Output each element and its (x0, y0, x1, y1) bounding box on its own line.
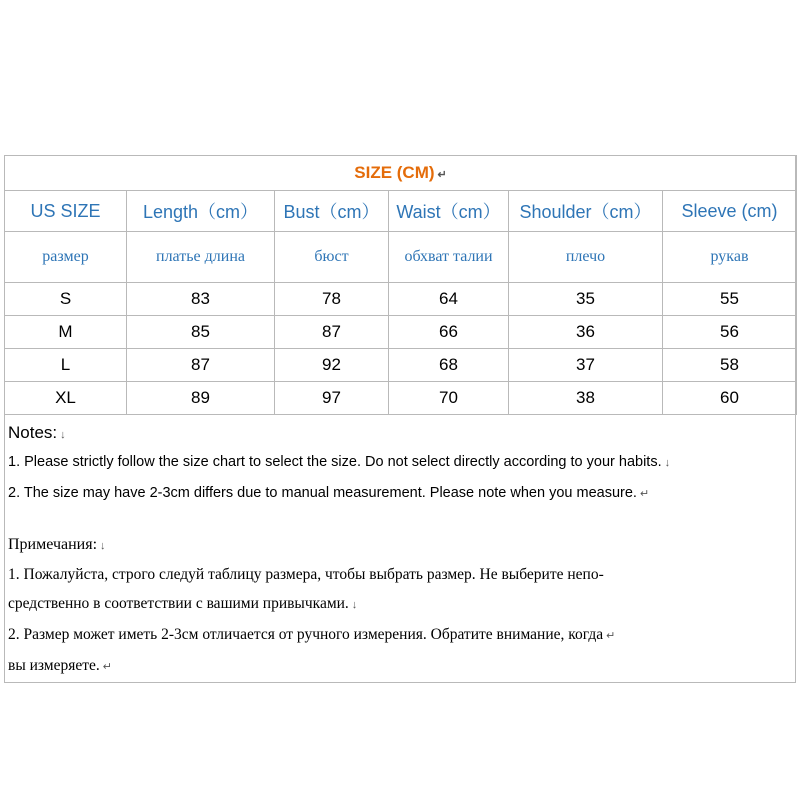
paragraph-mark-icon: ↵ (437, 169, 447, 181)
cell-length: 87 (127, 349, 275, 382)
note-en-2: 2. The size may have 2-3cm differs due to manual measurement. Please note when you measure. ↵ (8, 485, 650, 501)
cell-sleeve: 55 (663, 283, 797, 316)
cell-bust: 97 (275, 382, 389, 415)
cell-waist: 66 (389, 316, 509, 349)
note-ru-line-2: средственно в соответствии с вашими привычками. ↓ (8, 595, 358, 612)
cell-size: M (5, 316, 127, 349)
notes-section (4, 419, 796, 683)
note-ru-line-4: вы измеряете. ↵ (8, 657, 113, 674)
cell-waist: 68 (389, 349, 509, 382)
line-break-mark-icon: ↓ (100, 540, 106, 552)
header-us-size: US SIZE (5, 191, 127, 232)
note-ru-line-1: 1. Пожалуйста, строго следуй таблицу размера, чтобы выбрать размер. Не выберите непо- (8, 566, 604, 583)
paragraph-mark-icon: ↵ (606, 630, 616, 642)
cell-waist: 70 (389, 382, 509, 415)
cell-shoulder: 38 (509, 382, 663, 415)
cell-shoulder: 36 (509, 316, 663, 349)
cell-size: L (5, 349, 127, 382)
note-en-1: 1. Please strictly follow the size chart to select the size. Do not select directly according to your habits. ↓ (8, 454, 671, 470)
notes-heading-ru: Примечания: ↓ (8, 536, 106, 553)
table-title-row (5, 156, 797, 191)
cell-shoulder: 37 (509, 349, 663, 382)
header-length: Length（cm） (127, 191, 275, 232)
cell-size: S (5, 283, 127, 316)
header-ru-bust: бюст (275, 232, 389, 283)
cell-bust: 87 (275, 316, 389, 349)
line-break-mark-icon: ↓ (351, 599, 358, 611)
cell-shoulder: 35 (509, 283, 663, 316)
table-row (5, 382, 797, 415)
paragraph-mark-icon: ↵ (639, 488, 650, 500)
cell-sleeve: 60 (663, 382, 797, 415)
header-shoulder: Shoulder（cm） (509, 191, 663, 232)
header-bust: Bust（cm） (275, 191, 389, 232)
header-ru-size: размер (5, 232, 127, 283)
cell-length: 83 (127, 283, 275, 316)
header-ru-sleeve: рукав (663, 232, 797, 283)
cell-waist: 64 (389, 283, 509, 316)
table-row (5, 316, 797, 349)
table-row (5, 349, 797, 382)
line-break-mark-icon: ↓ (664, 457, 671, 469)
paragraph-mark-icon: ↵ (102, 661, 113, 673)
cell-bust: 92 (275, 349, 389, 382)
cell-length: 85 (127, 316, 275, 349)
table-title: SIZE (CM) ↵ (5, 156, 797, 191)
header-sleeve: Sleeve (cm) (663, 191, 797, 232)
header-ru-shoulder: плечо (509, 232, 663, 283)
header-waist: Waist（cm） (389, 191, 509, 232)
line-break-mark-icon: ↓ (60, 429, 66, 441)
header-row-en (5, 191, 797, 232)
header-ru-length: платье длина (127, 232, 275, 283)
note-ru-line-3: 2. Размер может иметь 2-3см отличается от ручного измерения. Обратите внимание, когда ↵ (8, 626, 616, 643)
header-ru-waist: обхват талии (389, 232, 509, 283)
cell-size: XL (5, 382, 127, 415)
cell-sleeve: 56 (663, 316, 797, 349)
header-row-ru (5, 232, 797, 283)
size-table (4, 155, 797, 415)
cell-length: 89 (127, 382, 275, 415)
cell-bust: 78 (275, 283, 389, 316)
cell-sleeve: 58 (663, 349, 797, 382)
table-row (5, 283, 797, 316)
notes-heading-en: Notes: ↓ (8, 423, 66, 442)
